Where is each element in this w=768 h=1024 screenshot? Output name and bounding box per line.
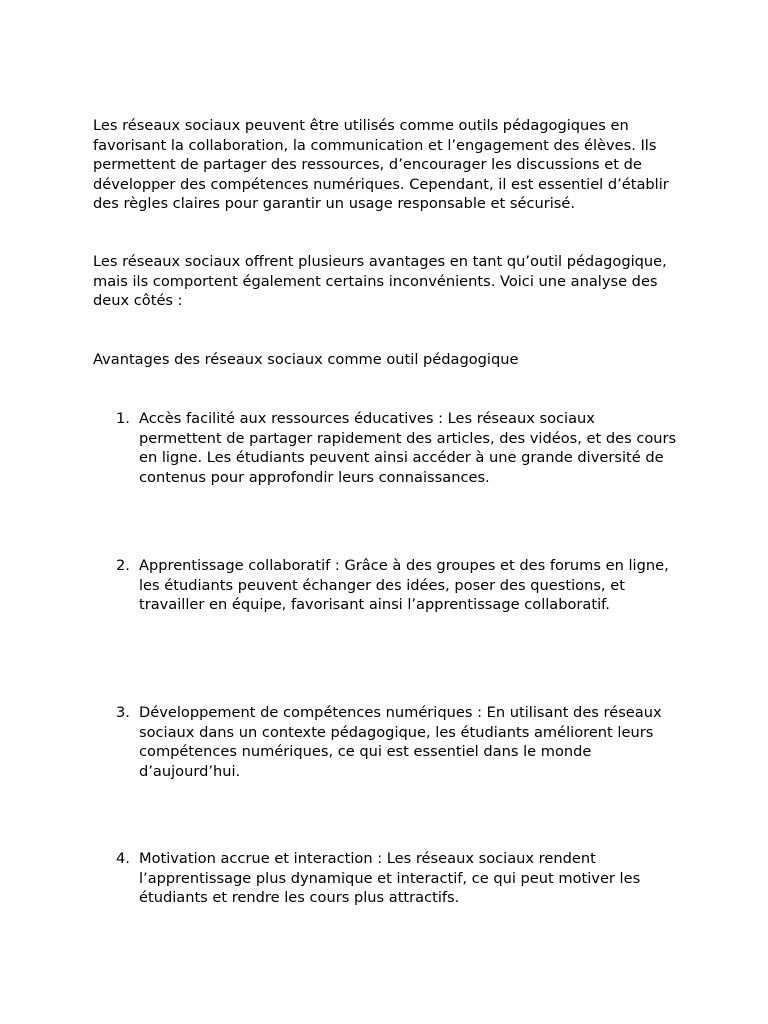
list-item-number: 2. [116, 557, 130, 574]
section-heading: Avantages des réseaux sociaux comme outil pédagogique [93, 351, 519, 368]
list-item-text: Motivation accrue et interaction : Les réseaux sociaux rendent l’apprentissage plus dynamique et interactif, ce qui peut motiver les étudiants et rendre les cours plus attractifs. [139, 850, 641, 907]
intro-paragraph: Les réseaux sociaux peuvent être utilisés comme outils pédagogiques en favorisant la collaboration, la communication et l’engagement des élèves. Ils permettent de partager des ressources, d’encourager les discussions et de développer des compétences numériques. Cependant, il est essentiel d’établir des règles claires pour garantir un usage responsable et sécurisé. [93, 117, 669, 213]
list-item-number: 4. [116, 850, 130, 867]
list-item-text: Développement de compétences numériques : En utilisant des réseaux sociaux dans un contexte pédagogique, les étudiants améliorent leurs compétences numériques, ce qui est essentiel dans le monde d’aujourd’hui. [139, 704, 662, 780]
list-item-number: 1. [116, 410, 130, 427]
analysis-paragraph: Les réseaux sociaux offrent plusieurs avantages en tant qu’outil pédagogique, mais ils comportent également certains inconvénients. Voici une analyse des deux côtés : [93, 253, 667, 310]
list-item-number: 3. [116, 704, 130, 721]
list-item-text: Apprentissage collaboratif : Grâce à des groupes et des forums en ligne, les étudiants peuvent échanger des idées, poser des questions, et travailler en équipe, favorisant ainsi l’apprentissage collaboratif. [139, 557, 669, 614]
list-item-text: Accès facilité aux ressources éducatives : Les réseaux sociaux permettent de partager rapidement des articles, des vidéos, et des cours en ligne. Les étudiants peuvent ainsi accéder à une grande diversité de contenus pour approfondir leurs connaissances. [139, 410, 677, 486]
